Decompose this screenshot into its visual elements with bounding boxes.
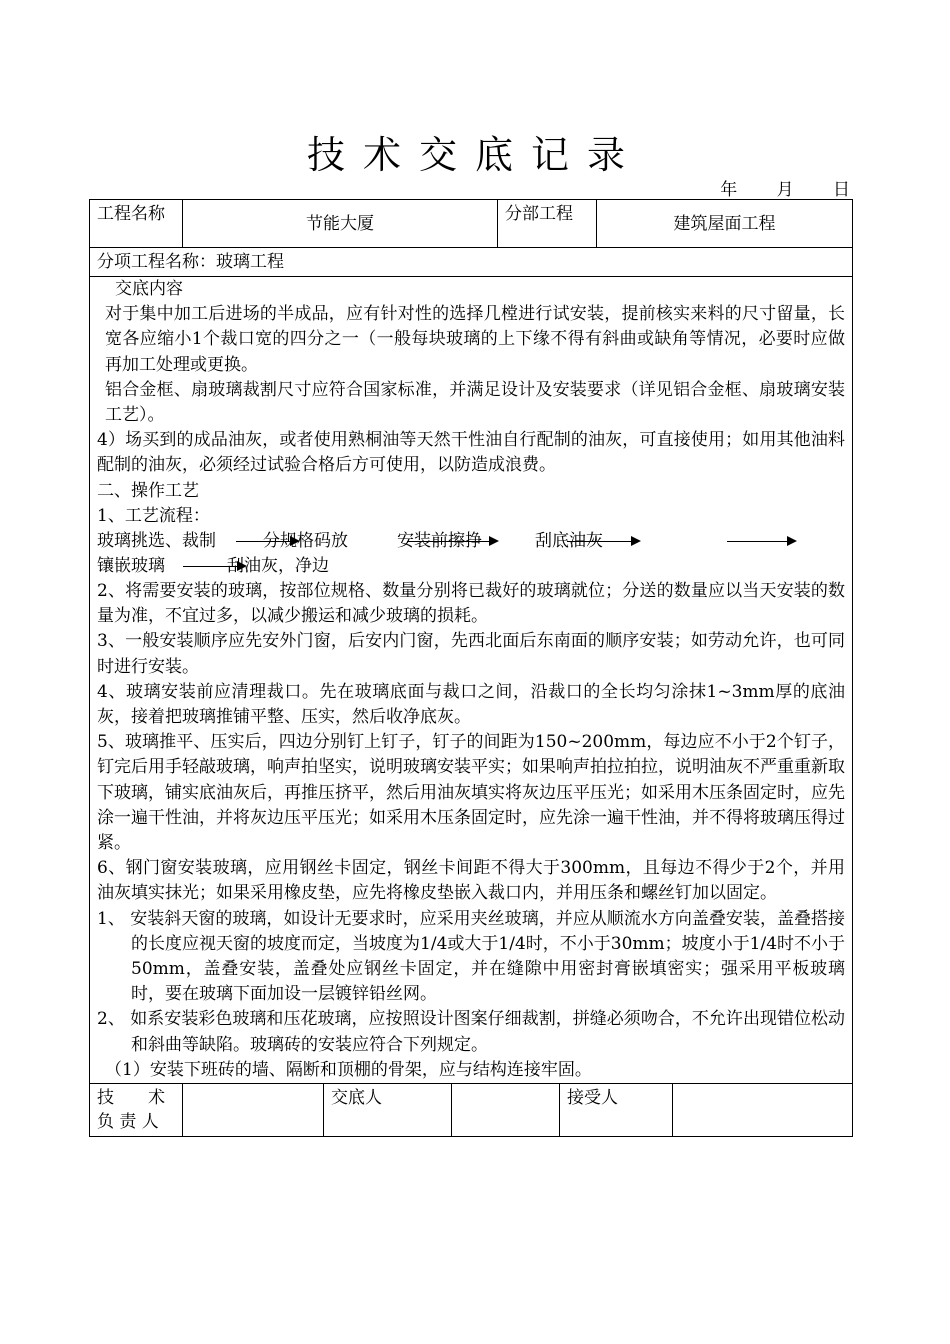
receiver-label: 接受人 bbox=[560, 1084, 673, 1137]
page-title: 技术交底记录 bbox=[306, 133, 643, 177]
flow-step-embed: 镶嵌玻璃 bbox=[97, 556, 165, 577]
section-2-heading: 二、操作工艺 bbox=[97, 480, 199, 501]
division-value: 建筑屋面工程 bbox=[597, 200, 853, 248]
note-2: 2、 如系安装彩色玻璃和压花玻璃，应按照设计图案仔细裁割，拼缝必须吻合，不允许出现错位松动和斜曲等缺陷。玻璃砖的安装应符合下列规定。 bbox=[97, 1009, 846, 1055]
flow-step-sort: 分规格码放 bbox=[263, 531, 348, 552]
note-1: 1、 安装斜天窗的玻璃，如设计无要求时，应采用夹丝玻璃，并应从顺流水方向盖叠安装，盖叠搭接的长度应视天窗的坡度而定，当坡度为1/4或大于1/4时，不小于30mm；坡度小于1/4时不小于50mm，盖叠安装，盖叠处应钢丝卡固定，并在缝隙中用密封膏嵌填密实；强采用平板玻璃时，要在玻璃下面加设一层镀锌铅丝网。 bbox=[97, 908, 846, 1005]
date-month: 月 bbox=[776, 180, 794, 200]
handover-value bbox=[452, 1084, 560, 1137]
flow-arrow-2 bbox=[407, 541, 497, 542]
receiver-value bbox=[673, 1084, 853, 1137]
step-4: 4、玻璃安装前应清理裁口。先在玻璃底面与裁口之间，沿裁口的全长均匀涂抹1~3mm厚的底油灰，接着把玻璃推铺平整、压实，然后收净底灰。 bbox=[97, 681, 846, 728]
project-name-label: 工程名称 bbox=[90, 200, 183, 248]
flow-arrow-3 bbox=[567, 541, 639, 542]
content-p1: 对于集中加工后进场的半成品，应有针对性的选择几樘进行试安装，提前核实来料的尺寸留量，长宽各应缩小1个裁口宽的四分之一（一般每块玻璃的上下缘不得有斜曲或缺角等情况，必要时应做再加工处理或更换。 bbox=[105, 304, 846, 375]
date-day: 日 bbox=[833, 180, 850, 200]
handover-label: 交底人 bbox=[324, 1084, 452, 1137]
tech-lead-label-line1: 技 术 bbox=[97, 1088, 165, 1109]
project-name-value: 节能大厦 bbox=[183, 200, 498, 248]
content-heading: 交底内容 bbox=[115, 279, 183, 299]
step-3: 3、一般安装顺序应先安外门窗，后安内门窗，先西北面后东南面的顺序安装；如劳动允许，也可同时进行安装。 bbox=[97, 631, 846, 677]
flow-step-wipe: 安装前擦挣 bbox=[397, 531, 482, 552]
content-p2: 铝合金框、扇玻璃裁割尺寸应符合国家标准，并满足设计及安装要求（详见铝合金框、扇玻璃安装工艺）。 bbox=[105, 379, 846, 426]
tech-lead-value bbox=[183, 1084, 324, 1137]
step-2: 2、将需要安装的玻璃，按部位规格、数量分别将已裁好的玻璃就位；分送的数量应以当天安装的数量为准，不宜过多，以减少搬运和减少玻璃的损耗。 bbox=[97, 581, 846, 627]
date-year: 年 bbox=[720, 180, 738, 200]
step-6: 6、钢门窗安装玻璃，应用钢丝卡固定，钢丝卡间距不得大于300mm，且每边不得少于2个，并用油灰填实抹光；如果采用橡皮垫，应先将橡皮垫嵌入裁口内，并用压条和螺丝钉加以固定。 bbox=[97, 858, 846, 904]
note-3: （1）安装下班砖的墙、隔断和顶棚的骨架，应与结构连接牢固。 bbox=[105, 1059, 592, 1080]
subproject-name: 分项工程名称：玻璃工程 bbox=[90, 248, 853, 277]
content-p3: 4）场买到的成品油灰，或者使用熟桐油等天然干性油自行配制的油灰，可直接使用；如用其他油料配制的油灰，必须经过试验合格后方可使用，以防造成浪费。 bbox=[97, 430, 846, 476]
step-5: 5、玻璃推平、压实后，四边分别钉上钉子，钉子的间距为150~200mm，每边应不小于2个钉子，钉完后用手轻敲玻璃，响声拍坚实，说明玻璃安装平实；如果响声拍拉拍拉，说明油灰不严重重新取下玻璃，铺实底油灰后，再推压挤平，然后用油灰填实将灰边压平压光；如采用木压条固定时，应先涂一遍干性油，并将灰边压平压光；如采用木压条固定时，应先涂一遍干性油，并不得将玻璃压得过紧。 bbox=[97, 732, 846, 854]
process-flow bbox=[97, 529, 845, 579]
division-label: 分部工程 bbox=[498, 200, 597, 248]
step-1: 1、工艺流程： bbox=[97, 505, 210, 526]
flow-arrow-4 bbox=[727, 541, 795, 542]
tech-lead-label bbox=[90, 1084, 183, 1137]
flow-step-base-putty: 刮底油灰 bbox=[535, 531, 603, 552]
date-line bbox=[686, 175, 850, 200]
flow-step-select-cut: 玻璃挑选、裁制 bbox=[97, 531, 216, 552]
tech-lead-label-line2: 负 责 人 bbox=[97, 1112, 159, 1133]
content-cell bbox=[90, 277, 853, 1084]
record-table bbox=[89, 199, 853, 1137]
flow-step-finish: 刮油灰，净边 bbox=[227, 556, 329, 577]
